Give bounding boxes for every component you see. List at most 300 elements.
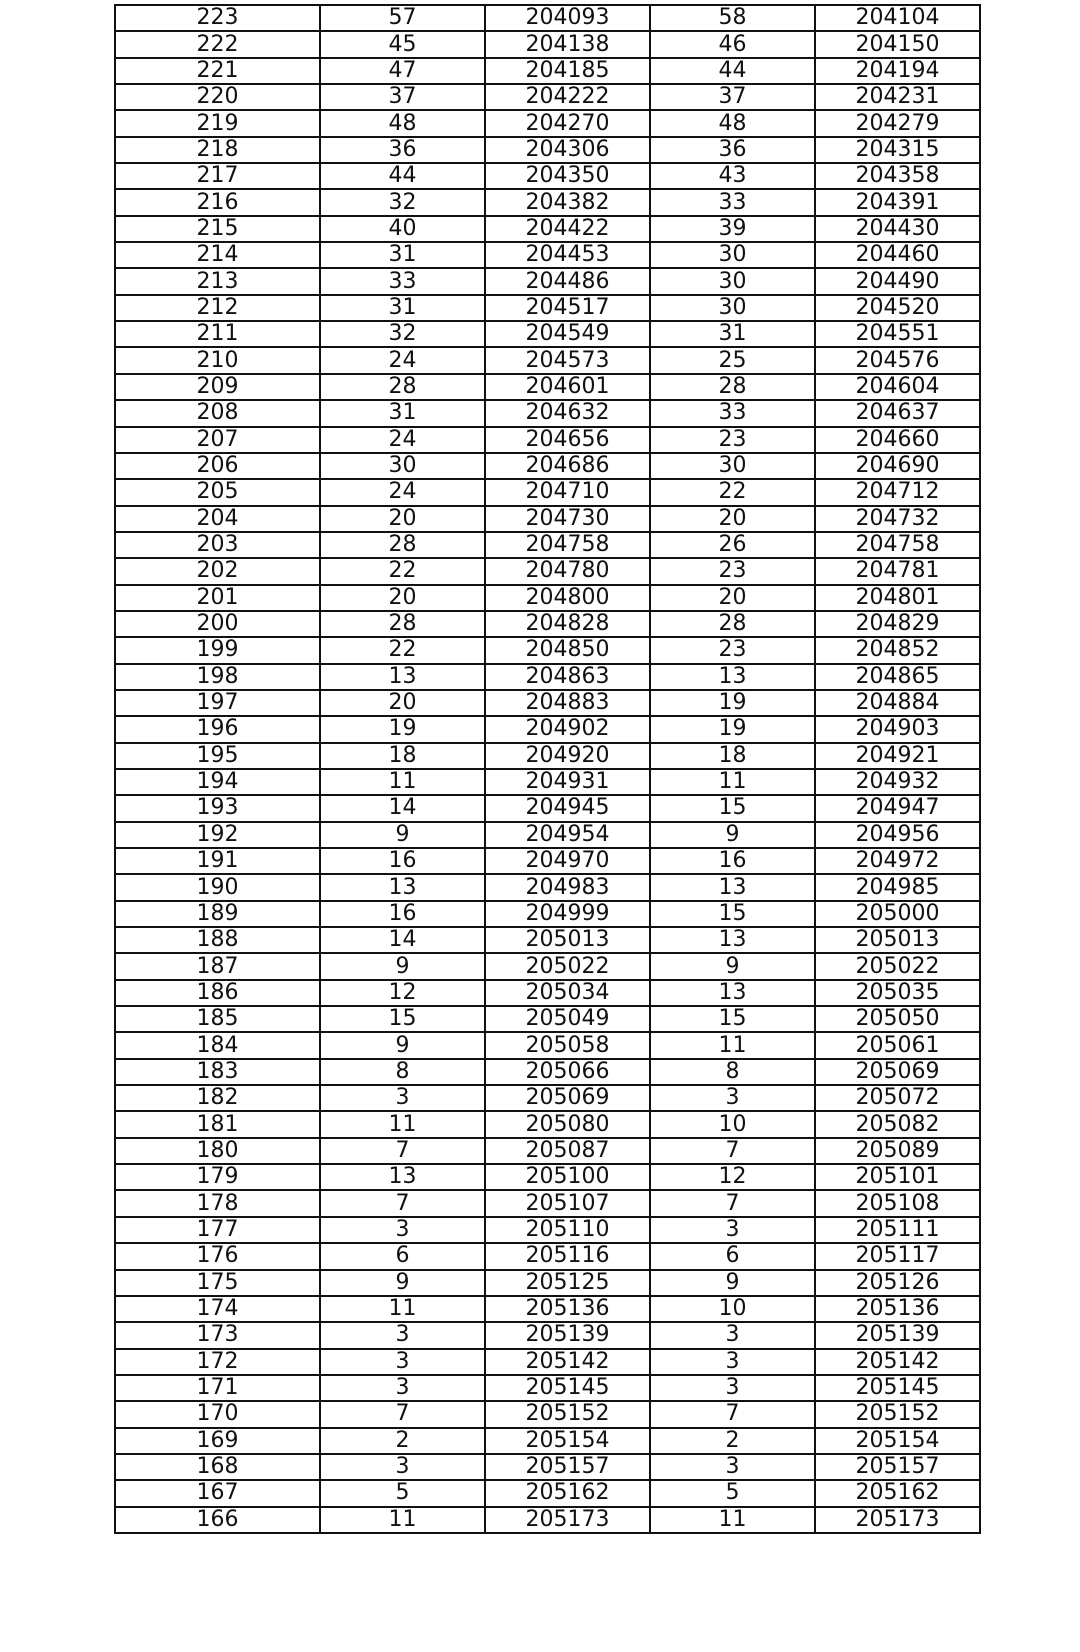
table-row: [115, 611, 980, 637]
count-a-cell: 31: [320, 242, 485, 268]
cumulative-a-cell: 205107: [485, 1190, 650, 1216]
count-a-cell: 44: [320, 163, 485, 189]
cumulative-b-cell: 204956: [815, 822, 980, 848]
table-row: [115, 664, 980, 690]
cumulative-b-cell: 205139: [815, 1322, 980, 1348]
count-a-cell: 28: [320, 532, 485, 558]
table-row: [115, 374, 980, 400]
count-b-cell: 28: [650, 611, 815, 637]
table-row: [115, 5, 980, 31]
table-row: [115, 189, 980, 215]
score-cell: 181: [115, 1111, 320, 1137]
count-b-cell: 3: [650, 1085, 815, 1111]
table-row: [115, 716, 980, 742]
cumulative-a-cell: 204632: [485, 400, 650, 426]
cumulative-b-cell: 205000: [815, 901, 980, 927]
table-row: [115, 874, 980, 900]
count-b-cell: 18: [650, 743, 815, 769]
cumulative-a-cell: 204999: [485, 901, 650, 927]
count-b-cell: 5: [650, 1480, 815, 1506]
cumulative-b-cell: 205013: [815, 927, 980, 953]
cumulative-a-cell: 205069: [485, 1085, 650, 1111]
cumulative-b-cell: 204829: [815, 611, 980, 637]
table-row: [115, 822, 980, 848]
count-b-cell: 30: [650, 453, 815, 479]
cumulative-a-cell: 205066: [485, 1059, 650, 1085]
cumulative-a-cell: 205173: [485, 1507, 650, 1533]
count-b-cell: 30: [650, 295, 815, 321]
cumulative-b-cell: 204460: [815, 242, 980, 268]
cumulative-b-cell: 205050: [815, 1006, 980, 1032]
table-row: [115, 1401, 980, 1427]
cumulative-a-cell: 204828: [485, 611, 650, 637]
cumulative-a-cell: 204983: [485, 874, 650, 900]
count-b-cell: 15: [650, 1006, 815, 1032]
count-a-cell: 47: [320, 58, 485, 84]
cumulative-b-cell: 205142: [815, 1349, 980, 1375]
score-cell: 173: [115, 1322, 320, 1348]
count-a-cell: 18: [320, 743, 485, 769]
count-b-cell: 8: [650, 1059, 815, 1085]
cumulative-b-cell: 204358: [815, 163, 980, 189]
table-row: [115, 690, 980, 716]
cumulative-a-cell: 204902: [485, 716, 650, 742]
count-b-cell: 13: [650, 980, 815, 1006]
count-b-cell: 30: [650, 242, 815, 268]
table-row: [115, 1507, 980, 1533]
cumulative-a-cell: 204931: [485, 769, 650, 795]
count-b-cell: 3: [650, 1349, 815, 1375]
cumulative-a-cell: 204710: [485, 479, 650, 505]
cumulative-b-cell: 204781: [815, 558, 980, 584]
table-row: [115, 400, 980, 426]
count-a-cell: 20: [320, 690, 485, 716]
score-cell: 195: [115, 743, 320, 769]
table-row: [115, 585, 980, 611]
count-a-cell: 14: [320, 795, 485, 821]
cumulative-b-cell: 204551: [815, 321, 980, 347]
count-b-cell: 30: [650, 268, 815, 294]
score-cell: 201: [115, 585, 320, 611]
cumulative-b-cell: 205108: [815, 1190, 980, 1216]
cumulative-b-cell: 204947: [815, 795, 980, 821]
count-a-cell: 40: [320, 216, 485, 242]
count-b-cell: 7: [650, 1401, 815, 1427]
table-row: [115, 980, 980, 1006]
count-b-cell: 36: [650, 137, 815, 163]
count-a-cell: 31: [320, 400, 485, 426]
count-a-cell: 19: [320, 716, 485, 742]
count-a-cell: 5: [320, 1480, 485, 1506]
score-cell: 210: [115, 347, 320, 373]
table-row: [115, 1296, 980, 1322]
score-cell: 200: [115, 611, 320, 637]
count-a-cell: 3: [320, 1349, 485, 1375]
score-cell: 194: [115, 769, 320, 795]
table-row: [115, 427, 980, 453]
score-cell: 186: [115, 980, 320, 1006]
cumulative-b-cell: 204932: [815, 769, 980, 795]
cumulative-a-cell: 205022: [485, 953, 650, 979]
score-cell: 176: [115, 1243, 320, 1269]
count-a-cell: 28: [320, 374, 485, 400]
cumulative-a-cell: 204758: [485, 532, 650, 558]
score-cell: 216: [115, 189, 320, 215]
score-cell: 174: [115, 1296, 320, 1322]
count-a-cell: 9: [320, 953, 485, 979]
count-b-cell: 22: [650, 479, 815, 505]
score-cell: 189: [115, 901, 320, 927]
score-cell: 188: [115, 927, 320, 953]
count-a-cell: 22: [320, 637, 485, 663]
score-cell: 198: [115, 664, 320, 690]
score-cell: 212: [115, 295, 320, 321]
count-b-cell: 58: [650, 5, 815, 31]
cumulative-a-cell: 204945: [485, 795, 650, 821]
cumulative-b-cell: 204921: [815, 743, 980, 769]
score-cell: 183: [115, 1059, 320, 1085]
count-a-cell: 33: [320, 268, 485, 294]
score-cell: 197: [115, 690, 320, 716]
count-b-cell: 48: [650, 110, 815, 136]
count-a-cell: 9: [320, 1032, 485, 1058]
count-b-cell: 20: [650, 506, 815, 532]
table-row: [115, 347, 980, 373]
count-a-cell: 28: [320, 611, 485, 637]
count-b-cell: 3: [650, 1375, 815, 1401]
cumulative-a-cell: 204138: [485, 31, 650, 57]
cumulative-a-cell: 205049: [485, 1006, 650, 1032]
score-cell: 208: [115, 400, 320, 426]
table-row: [115, 58, 980, 84]
cumulative-a-cell: 205013: [485, 927, 650, 953]
cumulative-a-cell: 205116: [485, 1243, 650, 1269]
score-cell: 221: [115, 58, 320, 84]
cumulative-b-cell: 204865: [815, 664, 980, 690]
count-b-cell: 16: [650, 848, 815, 874]
score-table: [114, 4, 981, 1534]
table-row: [115, 1059, 980, 1085]
score-cell: 179: [115, 1164, 320, 1190]
count-b-cell: 23: [650, 427, 815, 453]
score-cell: 178: [115, 1190, 320, 1216]
cumulative-a-cell: 204970: [485, 848, 650, 874]
cumulative-b-cell: 205111: [815, 1217, 980, 1243]
score-cell: 202: [115, 558, 320, 584]
count-b-cell: 15: [650, 795, 815, 821]
count-b-cell: 11: [650, 769, 815, 795]
table-row: [115, 637, 980, 663]
count-a-cell: 20: [320, 506, 485, 532]
count-a-cell: 3: [320, 1217, 485, 1243]
count-b-cell: 3: [650, 1454, 815, 1480]
cumulative-a-cell: 204954: [485, 822, 650, 848]
cumulative-a-cell: 204486: [485, 268, 650, 294]
cumulative-b-cell: 205145: [815, 1375, 980, 1401]
count-b-cell: 28: [650, 374, 815, 400]
count-a-cell: 12: [320, 980, 485, 1006]
count-a-cell: 24: [320, 479, 485, 505]
score-cell: 171: [115, 1375, 320, 1401]
cumulative-a-cell: 204601: [485, 374, 650, 400]
cumulative-b-cell: 204604: [815, 374, 980, 400]
table-row: [115, 558, 980, 584]
cumulative-b-cell: 204732: [815, 506, 980, 532]
count-a-cell: 16: [320, 901, 485, 927]
table-row: [115, 901, 980, 927]
cumulative-b-cell: 205061: [815, 1032, 980, 1058]
cumulative-b-cell: 205157: [815, 1454, 980, 1480]
cumulative-b-cell: 205089: [815, 1138, 980, 1164]
table-row: [115, 1217, 980, 1243]
table-row: [115, 137, 980, 163]
cumulative-b-cell: 204884: [815, 690, 980, 716]
table-row: [115, 1375, 980, 1401]
table-row: [115, 1243, 980, 1269]
count-a-cell: 11: [320, 769, 485, 795]
count-a-cell: 22: [320, 558, 485, 584]
table-row: [115, 1454, 980, 1480]
cumulative-a-cell: 205058: [485, 1032, 650, 1058]
cumulative-a-cell: 205157: [485, 1454, 650, 1480]
cumulative-a-cell: 204185: [485, 58, 650, 84]
count-a-cell: 13: [320, 1164, 485, 1190]
cumulative-b-cell: 204972: [815, 848, 980, 874]
count-a-cell: 16: [320, 848, 485, 874]
score-cell: 167: [115, 1480, 320, 1506]
count-b-cell: 31: [650, 321, 815, 347]
cumulative-a-cell: 204093: [485, 5, 650, 31]
score-cell: 204: [115, 506, 320, 532]
cumulative-a-cell: 204863: [485, 664, 650, 690]
score-table-body: [115, 5, 980, 1533]
cumulative-b-cell: 204279: [815, 110, 980, 136]
score-cell: 169: [115, 1428, 320, 1454]
cumulative-b-cell: 204903: [815, 716, 980, 742]
count-b-cell: 15: [650, 901, 815, 927]
score-cell: 215: [115, 216, 320, 242]
score-cell: 187: [115, 953, 320, 979]
table-row: [115, 163, 980, 189]
cumulative-b-cell: 204391: [815, 189, 980, 215]
count-a-cell: 11: [320, 1296, 485, 1322]
count-b-cell: 2: [650, 1428, 815, 1454]
score-cell: 205: [115, 479, 320, 505]
cumulative-a-cell: 204517: [485, 295, 650, 321]
count-b-cell: 7: [650, 1190, 815, 1216]
cumulative-b-cell: 204231: [815, 84, 980, 110]
count-b-cell: 19: [650, 690, 815, 716]
score-cell: 199: [115, 637, 320, 663]
cumulative-a-cell: 205145: [485, 1375, 650, 1401]
count-b-cell: 23: [650, 637, 815, 663]
table-row: [115, 110, 980, 136]
cumulative-a-cell: 205080: [485, 1111, 650, 1137]
table-row: [115, 1480, 980, 1506]
cumulative-b-cell: 204490: [815, 268, 980, 294]
count-b-cell: 39: [650, 216, 815, 242]
count-a-cell: 3: [320, 1375, 485, 1401]
count-b-cell: 3: [650, 1322, 815, 1348]
table-row: [115, 479, 980, 505]
count-b-cell: 11: [650, 1032, 815, 1058]
cumulative-b-cell: 205154: [815, 1428, 980, 1454]
count-b-cell: 11: [650, 1507, 815, 1533]
score-cell: 209: [115, 374, 320, 400]
table-row: [115, 953, 980, 979]
count-a-cell: 36: [320, 137, 485, 163]
score-cell: 190: [115, 874, 320, 900]
cumulative-a-cell: 205087: [485, 1138, 650, 1164]
cumulative-a-cell: 204382: [485, 189, 650, 215]
count-b-cell: 9: [650, 1270, 815, 1296]
count-a-cell: 32: [320, 189, 485, 215]
cumulative-b-cell: 205022: [815, 953, 980, 979]
score-cell: 203: [115, 532, 320, 558]
score-cell: 192: [115, 822, 320, 848]
count-a-cell: 31: [320, 295, 485, 321]
cumulative-b-cell: 204430: [815, 216, 980, 242]
table-row: [115, 1085, 980, 1111]
count-b-cell: 43: [650, 163, 815, 189]
count-b-cell: 13: [650, 927, 815, 953]
score-cell: 218: [115, 137, 320, 163]
cumulative-b-cell: 205173: [815, 1507, 980, 1533]
cumulative-a-cell: 205136: [485, 1296, 650, 1322]
table-row: [115, 1138, 980, 1164]
table-row: [115, 848, 980, 874]
count-b-cell: 37: [650, 84, 815, 110]
score-cell: 168: [115, 1454, 320, 1480]
cumulative-b-cell: 204660: [815, 427, 980, 453]
cumulative-a-cell: 204222: [485, 84, 650, 110]
cumulative-a-cell: 204573: [485, 347, 650, 373]
cumulative-a-cell: 204730: [485, 506, 650, 532]
score-cell: 172: [115, 1349, 320, 1375]
count-a-cell: 15: [320, 1006, 485, 1032]
cumulative-a-cell: 204883: [485, 690, 650, 716]
score-cell: 191: [115, 848, 320, 874]
score-cell: 196: [115, 716, 320, 742]
cumulative-b-cell: 205082: [815, 1111, 980, 1137]
table-row: [115, 1032, 980, 1058]
score-cell: 222: [115, 31, 320, 57]
score-cell: 166: [115, 1507, 320, 1533]
count-a-cell: 11: [320, 1111, 485, 1137]
count-a-cell: 7: [320, 1401, 485, 1427]
table-row: [115, 532, 980, 558]
table-row: [115, 1349, 980, 1375]
count-b-cell: 46: [650, 31, 815, 57]
count-b-cell: 10: [650, 1111, 815, 1137]
score-cell: 213: [115, 268, 320, 294]
count-b-cell: 19: [650, 716, 815, 742]
table-row: [115, 769, 980, 795]
table-row: [115, 453, 980, 479]
count-a-cell: 57: [320, 5, 485, 31]
count-a-cell: 37: [320, 84, 485, 110]
count-b-cell: 23: [650, 558, 815, 584]
cumulative-a-cell: 205139: [485, 1322, 650, 1348]
table-row: [115, 927, 980, 953]
cumulative-b-cell: 204985: [815, 874, 980, 900]
score-cell: 206: [115, 453, 320, 479]
cumulative-a-cell: 204549: [485, 321, 650, 347]
table-row: [115, 1164, 980, 1190]
table-row: [115, 506, 980, 532]
cumulative-a-cell: 205154: [485, 1428, 650, 1454]
count-a-cell: 14: [320, 927, 485, 953]
score-cell: 214: [115, 242, 320, 268]
table-row: [115, 1428, 980, 1454]
cumulative-b-cell: 204150: [815, 31, 980, 57]
cumulative-b-cell: 204758: [815, 532, 980, 558]
cumulative-a-cell: 205162: [485, 1480, 650, 1506]
table-row: [115, 268, 980, 294]
cumulative-a-cell: 205100: [485, 1164, 650, 1190]
table-row: [115, 31, 980, 57]
cumulative-a-cell: 204656: [485, 427, 650, 453]
table-row: [115, 242, 980, 268]
table-row: [115, 295, 980, 321]
cumulative-b-cell: 204576: [815, 347, 980, 373]
cumulative-b-cell: 205101: [815, 1164, 980, 1190]
cumulative-b-cell: 204520: [815, 295, 980, 321]
table-row: [115, 84, 980, 110]
count-a-cell: 13: [320, 874, 485, 900]
count-b-cell: 13: [650, 664, 815, 690]
cumulative-a-cell: 204350: [485, 163, 650, 189]
count-a-cell: 3: [320, 1085, 485, 1111]
count-b-cell: 33: [650, 400, 815, 426]
count-a-cell: 24: [320, 347, 485, 373]
count-a-cell: 32: [320, 321, 485, 347]
cumulative-b-cell: 204801: [815, 585, 980, 611]
count-b-cell: 25: [650, 347, 815, 373]
table-row: [115, 1322, 980, 1348]
cumulative-a-cell: 204686: [485, 453, 650, 479]
score-cell: 220: [115, 84, 320, 110]
cumulative-a-cell: 204850: [485, 637, 650, 663]
cumulative-b-cell: 205126: [815, 1270, 980, 1296]
cumulative-a-cell: 205034: [485, 980, 650, 1006]
count-a-cell: 8: [320, 1059, 485, 1085]
count-a-cell: 9: [320, 822, 485, 848]
count-a-cell: 11: [320, 1507, 485, 1533]
cumulative-b-cell: 204637: [815, 400, 980, 426]
score-cell: 175: [115, 1270, 320, 1296]
cumulative-b-cell: 204690: [815, 453, 980, 479]
cumulative-b-cell: 204852: [815, 637, 980, 663]
count-a-cell: 2: [320, 1428, 485, 1454]
count-a-cell: 9: [320, 1270, 485, 1296]
count-b-cell: 10: [650, 1296, 815, 1322]
cumulative-a-cell: 204270: [485, 110, 650, 136]
count-a-cell: 3: [320, 1454, 485, 1480]
score-cell: 193: [115, 795, 320, 821]
cumulative-a-cell: 205142: [485, 1349, 650, 1375]
cumulative-b-cell: 204104: [815, 5, 980, 31]
count-b-cell: 26: [650, 532, 815, 558]
cumulative-a-cell: 204422: [485, 216, 650, 242]
score-cell: 184: [115, 1032, 320, 1058]
cumulative-b-cell: 205117: [815, 1243, 980, 1269]
cumulative-b-cell: 205162: [815, 1480, 980, 1506]
cumulative-a-cell: 205110: [485, 1217, 650, 1243]
score-cell: 223: [115, 5, 320, 31]
score-cell: 219: [115, 110, 320, 136]
table-row: [115, 1270, 980, 1296]
